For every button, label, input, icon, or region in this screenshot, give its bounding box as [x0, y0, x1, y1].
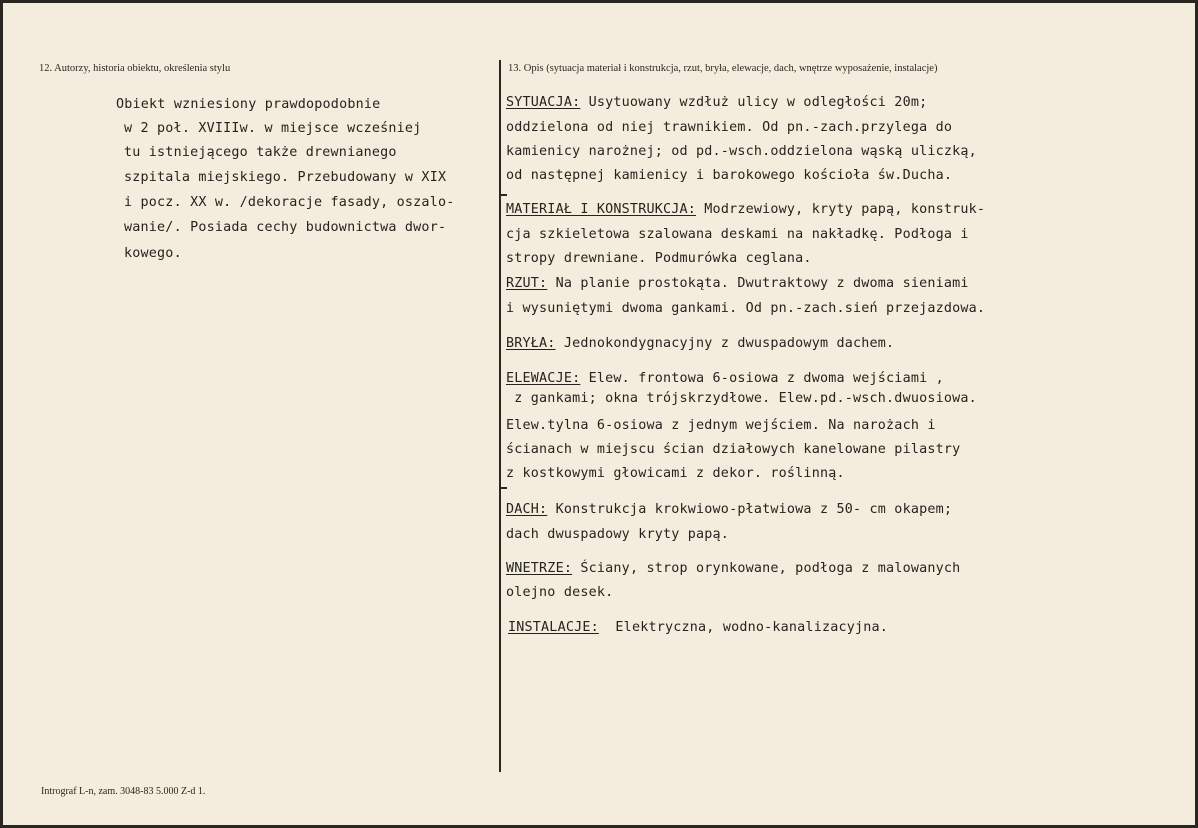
column-divider — [499, 60, 501, 772]
history-line: szpitala miejskiego. Przebudowany w XIX — [124, 170, 447, 185]
history-line: wanie/. Posiada cechy budownictwa dwor- — [124, 220, 447, 235]
material-line: cja szkieletowa szalowana deskami na nakładkę. Podłoga i — [506, 227, 969, 242]
dach-line: dach dwuspadowy kryty papą. — [506, 527, 730, 542]
instalacje-line: INSTALACJE: Elektryczna, wodno-kanalizacyjna. — [508, 620, 889, 635]
sytuacja-line: oddzielona od niej trawnikiem. Od pn.-zach.przylega do — [506, 120, 953, 135]
wnetrze-line: WNETRZE: Ściany, strop orynkowane, podłoga z malowanych — [506, 561, 961, 576]
elewacje-line: z kostkowymi głowicami z dekor. roślinną. — [506, 466, 845, 481]
history-line: kowego. — [124, 246, 182, 261]
left-column-header: 12. Autorzy, historia obiektu, określenia stylu — [39, 63, 231, 74]
history-line: tu istniejącego także drewnianego — [124, 145, 397, 160]
history-line: w 2 poł. XVIIIw. w miejsce wcześniej — [124, 121, 422, 136]
sytuacja-line: kamienicy narożnej; od pd.-wsch.oddzielona wąską uliczką, — [506, 144, 977, 159]
dach-line: DACH: Konstrukcja krokwiowo-płatwiowa z 50- cm okapem; — [506, 502, 953, 517]
sytuacja-label: SYTUACJA: — [506, 95, 581, 110]
material-line: stropy drewniane. Podmurówka ceglana. — [506, 251, 812, 266]
history-line: Obiekt wzniesiony prawdopodobnie — [116, 97, 381, 112]
bryla-label: BRYŁA: — [506, 336, 556, 351]
right-column-header: 13. Opis (sytuacja materiał i konstrukcja, rzut, bryła, elewacje, dach, wnętrze wyposażenie, instalacje) — [508, 63, 938, 74]
instalacje-label: INSTALACJE: — [508, 620, 599, 635]
sytuacja-line: od następnej kamienicy i barokowego kościoła św.Ducha. — [506, 168, 953, 183]
elewacje-line: ścianach w miejscu ścian działowych kanelowane pilastry — [506, 442, 961, 457]
section-rule-1 — [499, 194, 507, 196]
rzut-line: RZUT: Na planie prostokąta. Dwutraktowy z dwoma sieniami — [506, 276, 969, 291]
history-line: i pocz. XX w. /dekoracje fasady, oszalo- — [124, 195, 455, 210]
elewacje-line: z gankami; okna trójskrzydłowe. Elew.pd.-wsch.dwuosiowa. — [506, 391, 977, 406]
wnetrze-line: olejno desek. — [506, 585, 614, 600]
rzut-line: i wysuniętymi dwoma gankami. Od pn.-zach.sień przejazdowa. — [506, 301, 986, 316]
elewacje-line: ELEWACJE: Elew. frontowa 6-osiowa z dwoma wejściami , — [506, 371, 944, 386]
sytuacja-line: SYTUACJA: Usytuowany wzdłuż ulicy w odległości 20m; — [506, 95, 928, 110]
rzut-label: RZUT: — [506, 276, 548, 291]
dach-label: DACH: — [506, 502, 548, 517]
elewacje-label: ELEWACJE: — [506, 371, 581, 386]
elewacje-line: Elew.tylna 6-osiowa z jednym wejściem. Na narożach i — [506, 418, 936, 433]
bryla-line: BRYŁA: Jednokondygnacyjny z dwuspadowym dachem. — [506, 336, 895, 351]
printer-footer: Intrograf L-n, zam. 3048-83 5.000 Z-d 1. — [41, 786, 206, 797]
wnetrze-label: WNETRZE: — [506, 561, 573, 576]
material-label: MATERIAŁ I KONSTRUKCJA: — [506, 202, 697, 217]
material-line: MATERIAŁ I KONSTRUKCJA: Modrzewiowy, kryty papą, konstruk- — [506, 202, 986, 217]
section-rule-2 — [499, 487, 507, 489]
